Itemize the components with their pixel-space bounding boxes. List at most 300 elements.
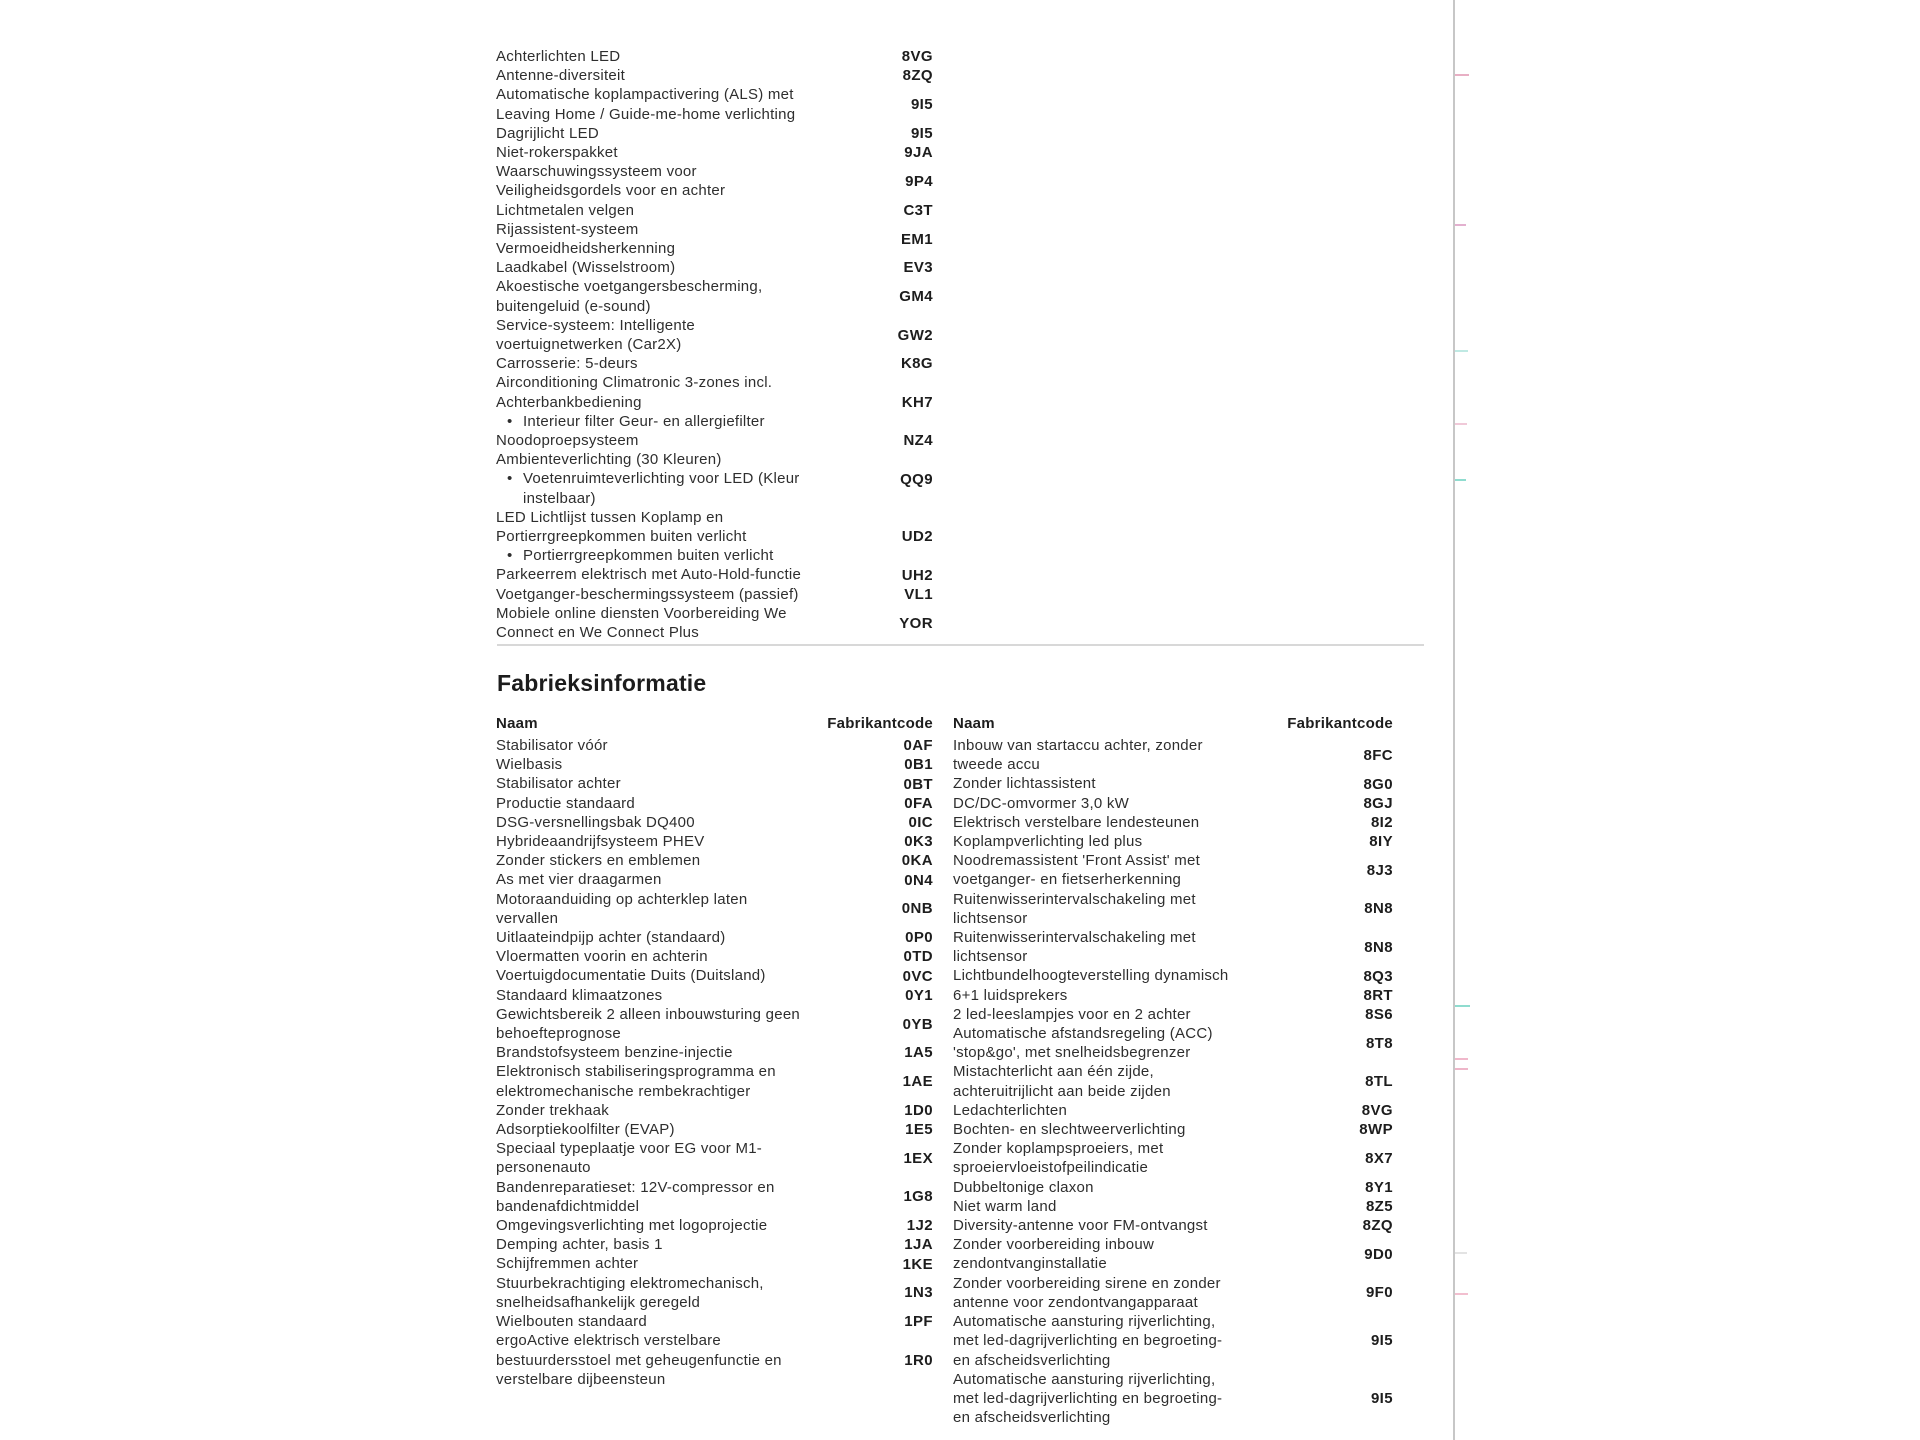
factory-name-line: Brandstofsysteem benzine-injectie xyxy=(496,1044,733,1062)
option-code: K8G xyxy=(900,355,933,373)
factory-name-line: Ruitenwisserintervalschakeling met xyxy=(953,890,1196,908)
option-name xyxy=(496,162,832,200)
option-code: GW2 xyxy=(897,326,933,344)
factory-code: 8ZQ xyxy=(1362,1217,1393,1235)
factory-table-left-column xyxy=(496,736,933,1389)
factory-name-line: DC/DC-omvormer 3,0 kW xyxy=(953,794,1130,812)
scan-tick xyxy=(1455,350,1468,352)
factory-name xyxy=(496,736,832,755)
factory-name xyxy=(496,832,832,851)
factory-row xyxy=(953,1216,1393,1235)
factory-row xyxy=(953,890,1393,928)
factory-name-line: Voertuigdocumentatie Duits (Duitsland) xyxy=(496,967,766,985)
factory-name-line: Koplampverlichting led plus xyxy=(953,833,1143,851)
factory-code: 1J2 xyxy=(906,1217,933,1235)
option-name xyxy=(496,124,832,143)
factory-name-line: Speciaal typeplaatje voor EG voor M1- xyxy=(496,1140,763,1158)
column-header-naam: Naam xyxy=(496,715,538,732)
factory-name-line: Stabilisator vóór xyxy=(496,737,608,754)
option-name xyxy=(496,220,832,258)
section-divider xyxy=(497,644,1424,646)
factory-name-line: Motoraanduiding op achterklep laten xyxy=(496,890,748,908)
factory-name xyxy=(496,1139,832,1177)
factory-name-line: voetganger- en fietserherkenning xyxy=(953,871,1182,889)
option-name xyxy=(496,354,832,373)
factory-code: 1A5 xyxy=(904,1044,933,1062)
factory-name-line: Inbouw van startaccu achter, zonder xyxy=(953,737,1203,754)
factory-name xyxy=(953,1312,1289,1370)
factory-code: 0KA xyxy=(901,852,933,870)
factory-code: 1EX xyxy=(903,1149,933,1167)
factory-row xyxy=(953,1370,1393,1428)
factory-name-line: Bandenreparatieset: 12V-compressor en xyxy=(496,1178,775,1196)
factory-code: 0NB xyxy=(901,900,933,918)
factory-name-line: sproeiervloeistofpeilindicatie xyxy=(953,1159,1149,1177)
factory-name xyxy=(953,1139,1289,1177)
factory-code: 8X7 xyxy=(1365,1149,1393,1167)
factory-row xyxy=(496,832,933,851)
factory-name xyxy=(496,1235,832,1254)
factory-name-line: Automatische aansturing rijverlichting, xyxy=(953,1370,1216,1388)
factory-name xyxy=(496,1216,832,1235)
factory-code: 0N4 xyxy=(904,871,933,889)
factory-row xyxy=(496,947,933,966)
option-name-line: Carrosserie: 5-deurs xyxy=(496,355,638,373)
factory-name-line: Zonder trekhaak xyxy=(496,1101,609,1119)
scan-tick xyxy=(1455,74,1469,76)
factory-name xyxy=(953,1370,1289,1428)
factory-name-line: Lichtbundelhoogteverstelling dynamisch xyxy=(953,967,1229,985)
option-name xyxy=(496,143,832,162)
factory-row xyxy=(953,813,1393,832)
factory-name xyxy=(953,928,1289,966)
option-name xyxy=(496,201,832,220)
factory-name-line: ergoActive elektrisch verstelbare xyxy=(496,1332,722,1350)
factory-code: 9F0 xyxy=(1365,1284,1393,1302)
factory-row xyxy=(953,1178,1393,1197)
option-name xyxy=(496,258,832,277)
factory-name-line: Automatische afstandsregeling (ACC) xyxy=(953,1025,1213,1043)
factory-name-line: Zonder stickers en emblemen xyxy=(496,852,701,870)
option-row xyxy=(496,66,933,85)
factory-table-header-right xyxy=(953,714,1393,733)
factory-code: 8Y1 xyxy=(1365,1178,1393,1196)
factory-name xyxy=(953,1235,1289,1273)
factory-row xyxy=(953,1120,1393,1139)
factory-row xyxy=(953,832,1393,851)
factory-row xyxy=(496,928,933,947)
factory-row xyxy=(496,736,933,755)
factory-name xyxy=(496,755,832,774)
factory-name-line: lichtsensor xyxy=(953,948,1028,966)
factory-code: 1KE xyxy=(902,1255,933,1273)
factory-name-line: Demping achter, basis 1 xyxy=(496,1236,663,1254)
factory-row xyxy=(496,1274,933,1312)
factory-name-line: verstelbare dijbeensteun xyxy=(496,1370,666,1388)
factory-name-line: Noodremassistent 'Front Assist' met xyxy=(953,852,1201,870)
option-row xyxy=(496,201,933,220)
option-code: UH2 xyxy=(901,566,933,584)
scan-tick xyxy=(1455,1005,1470,1007)
factory-code: 8GJ xyxy=(1363,794,1393,812)
factory-name-line: Mistachterlicht aan één zijde, xyxy=(953,1063,1154,1081)
factory-name xyxy=(953,774,1289,793)
option-name xyxy=(496,604,832,642)
factory-name-line: Automatische aansturing rijverlichting, xyxy=(953,1313,1216,1331)
factory-row xyxy=(496,1312,933,1331)
factory-name xyxy=(496,1101,832,1120)
option-name xyxy=(496,316,832,354)
factory-code: 8Q3 xyxy=(1363,967,1393,985)
factory-row xyxy=(496,966,933,985)
factory-code: 8S6 xyxy=(1365,1005,1393,1023)
factory-name-line: antenne voor zendontvangapparaat xyxy=(953,1293,1198,1311)
option-bullet-cont-line: instelbaar) xyxy=(523,489,596,507)
factory-name-line: met led-dagrijverlichting en begroeting- xyxy=(953,1332,1223,1350)
factory-code: 8G0 xyxy=(1363,775,1393,793)
factory-name xyxy=(496,794,832,813)
factory-row xyxy=(953,794,1393,813)
factory-code: 8WP xyxy=(1359,1121,1393,1139)
option-name-line: Mobiele online diensten Voorbereiding We xyxy=(496,604,787,622)
option-row xyxy=(496,450,933,508)
factory-row xyxy=(496,890,933,928)
factory-table-header-left xyxy=(496,714,933,733)
factory-code: 9D0 xyxy=(1364,1245,1393,1263)
factory-code: 0FA xyxy=(904,794,933,812)
factory-code: 1AE xyxy=(902,1073,933,1091)
factory-code: 0AF xyxy=(903,737,933,755)
option-name-line: Dagrijlicht LED xyxy=(496,124,599,142)
factory-name xyxy=(953,813,1289,832)
factory-name-line: en afscheidsverlichting xyxy=(953,1351,1111,1369)
option-row xyxy=(496,85,933,123)
option-name xyxy=(496,565,832,584)
factory-code: 8N8 xyxy=(1364,938,1393,956)
option-name-line: Voetganger-beschermingssysteem (passief) xyxy=(496,585,799,603)
factory-code: 1N3 xyxy=(904,1284,933,1302)
factory-name xyxy=(496,1005,832,1043)
factory-row xyxy=(496,1235,933,1254)
factory-name-line: Ledachterlichten xyxy=(953,1101,1068,1119)
option-row xyxy=(496,565,933,584)
factory-code: 0K3 xyxy=(904,833,933,851)
factory-row xyxy=(496,1254,933,1273)
factory-code: 0VC xyxy=(902,967,933,985)
factory-name xyxy=(953,890,1289,928)
factory-name-line: Omgevingsverlichting met logoprojectie xyxy=(496,1217,768,1235)
factory-row xyxy=(496,1139,933,1177)
factory-name-line: Vloermatten voorin en achterin xyxy=(496,948,708,966)
factory-row xyxy=(496,1043,933,1062)
factory-name-line: achteruitrijlicht aan beide zijden xyxy=(953,1082,1171,1100)
factory-code: 8RT xyxy=(1363,986,1393,1004)
option-code: NZ4 xyxy=(903,432,933,450)
option-code: VL1 xyxy=(904,585,933,603)
option-name-line: LED Lichtlijst tussen Koplamp en xyxy=(496,508,724,526)
factory-row xyxy=(953,851,1393,889)
factory-code: 8I2 xyxy=(1370,813,1393,831)
factory-name-line: personenauto xyxy=(496,1159,591,1177)
factory-code: 8Z5 xyxy=(1365,1197,1393,1215)
scan-tick xyxy=(1455,1068,1468,1070)
factory-name-line: Stabilisator achter xyxy=(496,775,621,793)
factory-name-line: Productie standaard xyxy=(496,794,636,812)
factory-code: 1G8 xyxy=(903,1188,933,1206)
factory-name xyxy=(953,1005,1289,1024)
option-code: 8VG xyxy=(901,48,933,66)
factory-code: 8J3 xyxy=(1366,861,1393,879)
factory-name-line: Zonder voorbereiding inbouw xyxy=(953,1236,1155,1254)
option-name-line: Airconditioning Climatronic 3-zones incl. xyxy=(496,374,773,392)
factory-row xyxy=(496,851,933,870)
factory-code: 1R0 xyxy=(904,1351,933,1369)
factory-name-line: tweede accu xyxy=(953,756,1040,774)
factory-code: 0BT xyxy=(903,775,933,793)
factory-code: 0B1 xyxy=(904,756,933,774)
option-name-line: Akoestische voetgangersbescherming, xyxy=(496,278,763,296)
factory-code: 8IY xyxy=(1369,833,1393,851)
option-row xyxy=(496,316,933,354)
option-name-line: Vermoeidheidsherkenning xyxy=(496,240,676,258)
factory-name xyxy=(953,986,1289,1005)
option-name-line: Lichtmetalen velgen xyxy=(496,201,635,219)
factory-name-line: Gewichtsbereik 2 alleen inbouwsturing geen xyxy=(496,1005,801,1023)
factory-row xyxy=(496,1062,933,1100)
factory-name xyxy=(496,813,832,832)
factory-name-line: Stuurbekrachtiging elektromechanisch, xyxy=(496,1274,764,1292)
factory-row xyxy=(496,1216,933,1235)
factory-row xyxy=(496,774,933,793)
scan-tick xyxy=(1455,224,1466,226)
factory-row xyxy=(953,1274,1393,1312)
option-row xyxy=(496,585,933,604)
column-header-naam: Naam xyxy=(953,715,995,732)
factory-name-line: Diversity-antenne voor FM-ontvangst xyxy=(953,1217,1208,1235)
scan-tick xyxy=(1455,1293,1468,1295)
factory-name xyxy=(953,1216,1289,1235)
option-name xyxy=(496,450,832,508)
factory-code: 9I5 xyxy=(1370,1332,1393,1350)
factory-name xyxy=(953,851,1289,889)
factory-code: 0YB xyxy=(902,1015,933,1033)
option-code: YOR xyxy=(899,614,933,632)
option-name-line: Waarschuwingssysteem voor xyxy=(496,163,697,181)
factory-row xyxy=(953,1101,1393,1120)
factory-name xyxy=(496,1062,832,1100)
factory-name xyxy=(496,890,832,928)
option-name-line: Parkeerrem elektrisch met Auto-Hold-functie xyxy=(496,566,802,584)
bullet-icon: • xyxy=(507,470,513,488)
factory-row xyxy=(953,736,1393,774)
option-name-line: Leaving Home / Guide-me-home verlichting xyxy=(496,105,796,123)
option-name-line: Portierrgreepkommen buiten verlicht xyxy=(496,528,747,546)
option-name xyxy=(496,508,832,566)
option-name-line: Connect en We Connect Plus xyxy=(496,624,700,642)
factory-name-line: en afscheidsverlichting xyxy=(953,1409,1111,1427)
option-code: 9I5 xyxy=(910,96,933,114)
factory-name-line: Bochten- en slechtweerverlichting xyxy=(953,1121,1186,1139)
factory-row xyxy=(496,794,933,813)
option-code: C3T xyxy=(903,201,933,219)
factory-name-line: Hybrideaandrijfsysteem PHEV xyxy=(496,833,705,851)
factory-name-line: elektromechanische rembekrachtiger xyxy=(496,1082,751,1100)
factory-name xyxy=(496,1254,832,1273)
factory-name xyxy=(953,1024,1289,1062)
option-code: 8ZQ xyxy=(902,67,933,85)
factory-name xyxy=(496,966,832,985)
option-name xyxy=(496,373,832,431)
option-name xyxy=(496,585,832,604)
option-name-line: Antenne-diversiteit xyxy=(496,67,625,85)
factory-name-line: 'stop&go', met snelheidsbegrenzer xyxy=(953,1044,1191,1062)
factory-name xyxy=(496,1312,832,1331)
factory-name xyxy=(953,1178,1289,1197)
factory-name xyxy=(496,928,832,947)
option-code: QQ9 xyxy=(900,470,933,488)
option-name-line: Automatische koplampactivering (ALS) met xyxy=(496,86,794,104)
option-row xyxy=(496,354,933,373)
factory-name-line: 2 led-leeslampjes voor en 2 achter xyxy=(953,1005,1191,1023)
factory-row xyxy=(953,1312,1393,1370)
option-name-line: buitengeluid (e-sound) xyxy=(496,297,651,315)
factory-name-line: Dubbeltonige claxon xyxy=(953,1178,1094,1196)
scan-tick xyxy=(1455,423,1467,425)
option-name-line: Achterlichten LED xyxy=(496,48,621,65)
factory-name xyxy=(496,1274,832,1312)
option-bullet-text: Interieur filter Geur- en allergiefilter xyxy=(523,412,765,430)
factory-name xyxy=(953,736,1289,774)
option-name xyxy=(496,66,832,85)
option-bullet-text: Portierrgreepkommen buiten verlicht xyxy=(523,547,774,565)
factory-name-line: Ruitenwisserintervalschakeling met xyxy=(953,929,1196,947)
factory-code: 0TD xyxy=(903,948,933,966)
factory-code: 1JA xyxy=(904,1236,933,1254)
scan-tick xyxy=(1455,1252,1467,1254)
option-name xyxy=(496,85,832,123)
factory-code: 8VG xyxy=(1361,1101,1393,1119)
option-name xyxy=(496,431,832,450)
factory-name xyxy=(496,1120,832,1139)
option-code: KH7 xyxy=(901,393,933,411)
factory-name-line: behoefteprognose xyxy=(496,1025,621,1043)
scan-tick xyxy=(1455,479,1466,481)
options-list xyxy=(496,47,933,642)
option-row xyxy=(496,143,933,162)
option-name-line: Achterbankbediening xyxy=(496,393,642,411)
factory-code: 1D0 xyxy=(904,1101,933,1119)
factory-name-line: met led-dagrijverlichting en begroeting- xyxy=(953,1389,1223,1407)
option-name-line: Laadkabel (Wisselstroom) xyxy=(496,259,676,277)
factory-code: 8FC xyxy=(1363,746,1393,764)
factory-name xyxy=(496,851,832,870)
factory-name xyxy=(496,1331,832,1389)
factory-name-line: Niet warm land xyxy=(953,1197,1057,1215)
factory-name-line: Zonder lichtassistent xyxy=(953,775,1096,793)
factory-code: 8T8 xyxy=(1365,1034,1393,1052)
factory-name xyxy=(496,870,832,889)
factory-code: 8N8 xyxy=(1364,900,1393,918)
option-name-line: Rijassistent-systeem xyxy=(496,220,639,238)
factory-name-line: Schijfremmen achter xyxy=(496,1255,639,1273)
option-bullet-line xyxy=(507,469,832,488)
factory-code: 0Y1 xyxy=(905,986,933,1004)
factory-row xyxy=(953,1024,1393,1062)
factory-name xyxy=(953,1120,1289,1139)
factory-name-line: bestuurdersstoel met geheugenfunctie en xyxy=(496,1351,782,1369)
factory-code: 9I5 xyxy=(1370,1390,1393,1407)
factory-row xyxy=(953,1005,1393,1024)
bullet-icon: • xyxy=(507,412,513,430)
factory-name-line: lichtsensor xyxy=(953,909,1028,927)
option-name-line: Ambienteverlichting (30 Kleuren) xyxy=(496,451,722,469)
option-row xyxy=(496,220,933,258)
factory-row xyxy=(953,1197,1393,1216)
option-code: 9P4 xyxy=(905,172,933,190)
factory-code: 1PF xyxy=(904,1313,933,1331)
option-row xyxy=(496,258,933,277)
factory-name-line: zendontvanginstallatie xyxy=(953,1255,1107,1273)
factory-name xyxy=(496,1178,832,1216)
factory-name-line: Elektrisch verstelbare lendesteunen xyxy=(953,813,1200,831)
factory-row xyxy=(496,1178,933,1216)
option-row xyxy=(496,162,933,200)
factory-name-line: DSG-versnellingsbak DQ400 xyxy=(496,813,695,831)
factory-info-title: Fabrieksinformatie xyxy=(497,670,707,696)
factory-name-line: Zonder voorbereiding sirene en zonder xyxy=(953,1274,1221,1292)
factory-name-line: snelheidsafhankelijk geregeld xyxy=(496,1293,701,1311)
option-row xyxy=(496,431,933,450)
factory-row xyxy=(496,870,933,889)
factory-code: 0IC xyxy=(908,813,933,831)
option-row xyxy=(496,47,933,66)
option-row xyxy=(496,124,933,143)
scan-tick xyxy=(1455,1058,1468,1060)
factory-row xyxy=(496,1101,933,1120)
option-name-line: voertuignetwerken (Car2X) xyxy=(496,336,682,354)
factory-name-line: vervallen xyxy=(496,909,559,927)
factory-row xyxy=(496,1120,933,1139)
factory-name-line: bandenafdichtmiddel xyxy=(496,1197,640,1215)
factory-row xyxy=(953,986,1393,1005)
factory-code: 1E5 xyxy=(905,1121,933,1139)
option-code: 9I5 xyxy=(910,124,933,142)
factory-name-line: Wielbouten standaard xyxy=(496,1313,647,1331)
factory-name xyxy=(953,1062,1289,1100)
option-name-line: Service-systeem: Intelligente xyxy=(496,316,695,334)
option-code: UD2 xyxy=(901,528,933,546)
factory-row xyxy=(496,986,933,1005)
option-row xyxy=(496,604,933,642)
factory-code: 0P0 xyxy=(905,929,933,947)
factory-name-line: As met vier draagarmen xyxy=(496,871,662,889)
factory-row xyxy=(496,813,933,832)
option-name-line: Niet-rokerspakket xyxy=(496,144,618,162)
option-bullet-text: Voetenruimteverlichting voor LED (Kleur xyxy=(523,470,800,488)
option-row xyxy=(496,373,933,431)
option-bullet-line xyxy=(507,546,832,565)
option-name xyxy=(496,277,832,315)
factory-name xyxy=(496,986,832,1005)
factory-name-line: Zonder koplampsproeiers, met xyxy=(953,1140,1164,1158)
factory-row xyxy=(496,755,933,774)
factory-name xyxy=(953,794,1289,813)
option-code: 9JA xyxy=(904,144,933,162)
option-row xyxy=(496,508,933,566)
factory-name xyxy=(953,832,1289,851)
factory-row xyxy=(953,1139,1393,1177)
factory-row xyxy=(496,1331,933,1389)
